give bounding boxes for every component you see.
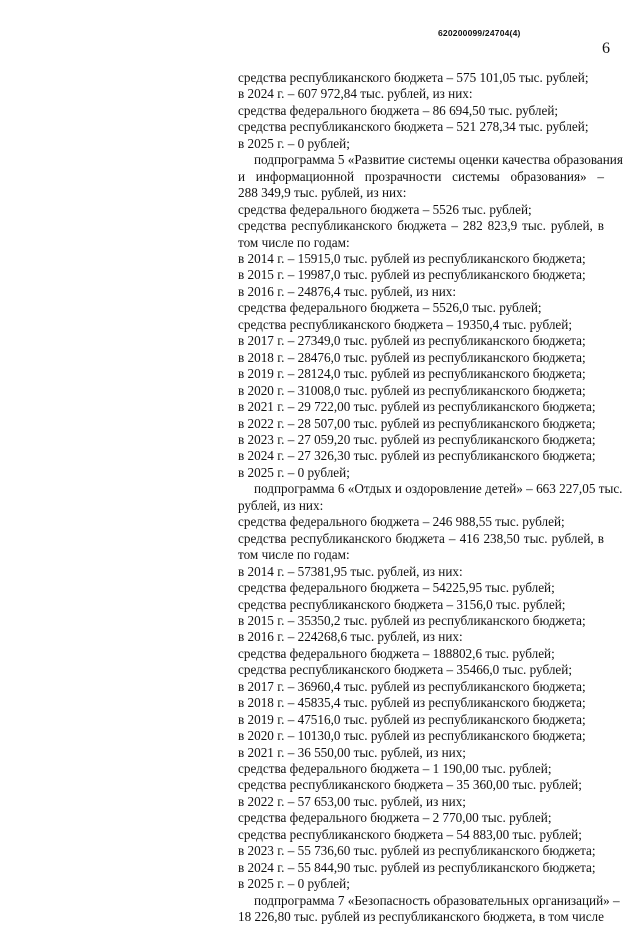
document-line: в 2020 г. – 10130,0 тыс. рублей из республиканского бюджета; [238, 728, 586, 744]
document-line: средства республиканского бюджета – 35466,0 тыс. рублей; [238, 662, 573, 678]
document-line: в 2023 г. – 27 059,20 тыс. рублей из республиканского бюджета; [238, 431, 596, 447]
document-line: подпрограмма 7 «Безопасность образовательных организаций» – [254, 892, 620, 908]
document-line: средства республиканского бюджета – 416 238,50 тыс. рублей, в [238, 530, 604, 546]
document-line: в 2014 г. – 57381,95 тыс. рублей, из них: [238, 563, 463, 579]
document-line: в 2018 г. – 28476,0 тыс. рублей из республиканского бюджета; [238, 349, 586, 365]
document-line: в 2022 г. – 28 507,00 тыс. рублей из республиканского бюджета; [238, 415, 596, 431]
document-id: 620200099/24704(4) [438, 28, 521, 38]
document-line: в 2022 г. – 57 653,00 тыс. рублей, из них; [238, 793, 466, 809]
document-line: подпрограмма 5 «Развитие системы оценки качества образования [254, 152, 623, 168]
document-line: средства федерального бюджета – 54225,95 тыс. рублей; [238, 580, 555, 596]
document-line: рублей, из них: [238, 497, 324, 513]
document-body [238, 70, 623, 926]
document-line: в 2016 г. – 24876,4 тыс. рублей, из них: [238, 283, 457, 299]
document-line: в 2025 г. – 0 рублей; [238, 464, 350, 480]
document-line: в 2014 г. – 15915,0 тыс. рублей из республиканского бюджета; [238, 250, 586, 266]
document-line: в 2024 г. – 55 844,90 тыс. рублей из республиканского бюджета; [238, 859, 596, 875]
document-line: средства федерального бюджета – 2 770,00 тыс. рублей; [238, 810, 552, 826]
document-line: средства республиканского бюджета – 282 823,9 тыс. рублей, в [238, 218, 604, 234]
document-line: средства федерального бюджета – 246 988,55 тыс. рублей; [238, 514, 565, 530]
document-line: средства республиканского бюджета – 575 101,05 тыс. рублей; [238, 70, 589, 85]
document-line: в 2025 г. – 0 рублей; [238, 876, 350, 892]
document-line: подпрограмма 6 «Отдых и оздоровление детей» – 663 227,05 тыс. [254, 481, 623, 497]
document-line: в 2024 г. – 607 972,84 тыс. рублей, из них: [238, 86, 473, 102]
document-line: в 2025 г. – 0 рублей; [238, 135, 350, 151]
document-line: в 2015 г. – 19987,0 тыс. рублей из республиканского бюджета; [238, 267, 586, 283]
page-number: 6 [602, 40, 610, 57]
document-line: в 2024 г. – 27 326,30 тыс. рублей из республиканского бюджета; [238, 448, 596, 464]
document-line: в 2015 г. – 35350,2 тыс. рублей из республиканского бюджета; [238, 612, 586, 628]
document-line: в 2019 г. – 47516,0 тыс. рублей из республиканского бюджета; [238, 711, 586, 727]
document-line: в 2020 г. – 31008,0 тыс. рублей из республиканского бюджета; [238, 382, 586, 398]
document-line: и информационной прозрачности системы образования» – [238, 168, 604, 184]
document-line: том числе по годам: [238, 547, 350, 563]
document-line: 18 226,80 тыс. рублей из республиканского бюджета, в том числе [238, 909, 604, 925]
document-line: в 2017 г. – 36960,4 тыс. рублей из республиканского бюджета; [238, 678, 586, 694]
document-line: в 2016 г. – 224268,6 тыс. рублей, из них: [238, 629, 463, 645]
document-line: 288 349,9 тыс. рублей, из них: [238, 185, 407, 201]
document-line: средства федерального бюджета – 5526,0 тыс. рублей; [238, 300, 542, 316]
document-line: средства республиканского бюджета – 521 278,34 тыс. рублей; [238, 119, 589, 135]
document-line: средства республиканского бюджета – 3156,0 тыс. рублей; [238, 596, 566, 612]
document-line: средства федерального бюджета – 5526 тыс. рублей; [238, 201, 532, 217]
document-line: средства федерального бюджета – 188802,6 тыс. рублей; [238, 645, 555, 661]
document-line: в 2019 г. – 28124,0 тыс. рублей из республиканского бюджета; [238, 366, 586, 382]
document-line: средства республиканского бюджета – 54 883,00 тыс. рублей; [238, 826, 582, 842]
document-line: в 2021 г. – 29 722,00 тыс. рублей из республиканского бюджета; [238, 399, 596, 415]
document-line: в 2023 г. – 55 736,60 тыс. рублей из республиканского бюджета; [238, 843, 596, 859]
document-line: средства республиканского бюджета – 35 360,00 тыс. рублей; [238, 777, 582, 793]
document-line: в 2017 г. – 27349,0 тыс. рублей из республиканского бюджета; [238, 333, 586, 349]
document-line: средства республиканского бюджета – 19350,4 тыс. рублей; [238, 316, 573, 332]
document-line: средства федерального бюджета – 1 190,00 тыс. рублей; [238, 761, 552, 777]
document-line: в 2018 г. – 45835,4 тыс. рублей из республиканского бюджета; [238, 695, 586, 711]
document-line: в 2021 г. – 36 550,00 тыс. рублей, из них; [238, 744, 466, 760]
document-line: средства федерального бюджета – 86 694,50 тыс. рублей; [238, 102, 559, 118]
document-line: том числе по годам: [238, 234, 350, 250]
